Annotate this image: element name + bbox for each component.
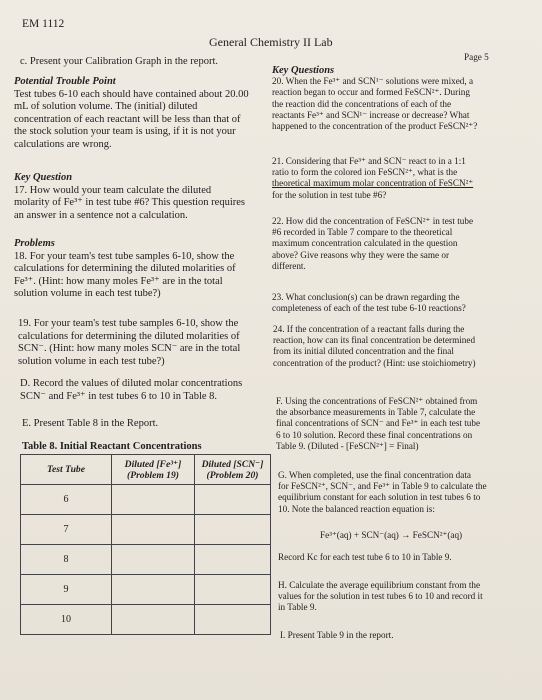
- test-tube-number: 6: [21, 485, 112, 515]
- item-i: I. Present Table 9 in the report.: [280, 630, 394, 640]
- header-diluted-scn-line2: (Problem 20): [206, 469, 259, 481]
- question-19-block: [18, 318, 280, 368]
- question-22-block: [272, 216, 532, 272]
- question-20-line: happened to the concentration of the product FeSCN²⁺?: [272, 121, 478, 132]
- item-e: E. Present Table 8 in the Report.: [22, 418, 159, 429]
- question-22-line: #6 recorded in Table 7 compare to the theoretical: [272, 227, 453, 238]
- item-f-line: F. Using the concentrations of FeSCN²⁺ obtained from: [276, 396, 478, 406]
- fe-cell[interactable]: [112, 575, 195, 605]
- question-17-line: 17. How would your team calculate the diluted: [14, 184, 212, 196]
- item-f-line: the absorbance measurements in Table 7, calculate the: [276, 407, 476, 418]
- table-row: [21, 575, 271, 605]
- test-tube-number: 10: [21, 605, 112, 635]
- question-17-line: molarity of Fe³⁺ in test tube #6? This question requires: [14, 197, 245, 208]
- scn-cell[interactable]: [195, 545, 271, 575]
- text-line: mL of solution volume. The (initial) diluted: [14, 101, 198, 112]
- question-19-line: 19. For your team's test tube samples 6-10, show the: [18, 318, 239, 329]
- fe-cell[interactable]: [112, 605, 195, 635]
- question-19-line: SCN⁻. (Hint: how many moles SCN⁻ are in the total: [18, 343, 241, 354]
- question-24-line: reaction, how can its final concentration be determined: [273, 335, 476, 346]
- question-22-line: above? Give reasons why they were the same or: [272, 249, 450, 260]
- key-questions-heading: Key Questions: [272, 65, 335, 76]
- question-21-line: theoretical maximum molar concentration of FeSCN²⁺: [272, 178, 474, 189]
- fe-cell[interactable]: [112, 545, 195, 575]
- question-23-block: [272, 292, 532, 314]
- item-h-line: H. Calculate the average equilibrium constant from the: [278, 580, 481, 590]
- table-row: [21, 605, 271, 635]
- table-row: [21, 485, 271, 515]
- table-8-caption: Table 8. Initial Reactant Concentrations: [22, 441, 202, 452]
- question-20-line: reactants Fe³⁺ and SCN¹⁻ increase or decrease? What: [272, 109, 470, 120]
- question-24-line: 24. If the concentration of a reactant falls during the: [273, 324, 465, 334]
- header-diluted-fe-line1: Diluted [Fe³⁺]: [124, 458, 182, 470]
- item-g-line: 10. Note the balanced reaction equation is:: [278, 503, 435, 514]
- key-question-block: [14, 172, 276, 222]
- question-22-line: 22. How did the concentration of FeSCN²⁺ in test tube: [272, 216, 474, 226]
- header-diluted-scn-line1: Diluted [SCN⁻]: [201, 458, 264, 470]
- page-header-title: General Chemistry II Lab: [209, 35, 333, 49]
- balanced-equation: Fe³⁺(aq) + SCN⁻(aq) → FeSCN²⁺(aq): [320, 530, 463, 540]
- header-diluted-scn: [195, 455, 271, 485]
- question-17-line: an answer in a sentence not a calculation.: [14, 209, 188, 221]
- text-line: concentration of each reactant will be less than that of: [14, 113, 241, 125]
- question-18-line: solution volume in each test tube?): [14, 288, 161, 299]
- item-h-line: in Table 9.: [278, 602, 317, 613]
- scn-cell[interactable]: [195, 485, 271, 515]
- item-d-line: SCN⁻ and Fe³⁺ in test tubes 6 to 10 in Table 8.: [20, 390, 218, 402]
- question-22-line: different.: [272, 260, 306, 271]
- item-g-line: for FeSCN²⁺, SCN⁻, and Fe³⁺ in Table 9 to calculate the: [278, 481, 487, 492]
- problems-block: [14, 238, 276, 301]
- item-g-line: G. When completed, use the final concentration data: [278, 470, 471, 480]
- fe-cell[interactable]: [112, 485, 195, 515]
- text-line: Test tubes 6-10 each should have contained about 20.00: [14, 88, 249, 100]
- question-21-line: ratio to form the colored ion FeSCN²⁺, what is the: [272, 167, 458, 178]
- item-c: c. Present your Calibration Graph in the report.: [20, 56, 218, 67]
- item-d-block: [20, 378, 282, 403]
- question-21-block: [272, 156, 532, 201]
- question-19-line: calculations for determining the diluted molarities of: [18, 330, 240, 342]
- scn-cell[interactable]: [195, 575, 271, 605]
- question-18-line: calculations for determining the diluted molarities of: [14, 263, 236, 274]
- question-20-line: 20. When the Fe³⁺ and SCN¹⁻ solutions were mixed, a: [272, 76, 474, 87]
- scn-cell[interactable]: [195, 605, 271, 635]
- question-22-line: maximum concentration calculated in the question: [272, 238, 458, 249]
- question-20-line: reaction began to occur and formed FeSCN²⁺. During: [272, 87, 470, 98]
- question-21-line: 21. Considering that Fe³⁺ and SCN⁻ react to in a 1:1: [272, 156, 466, 166]
- test-tube-number: 9: [21, 575, 112, 605]
- item-d-line: D. Record the values of diluted molar concentrations: [20, 378, 243, 389]
- key-questions-block: [272, 65, 532, 132]
- question-19-line: solution volume in each test tube?): [18, 355, 165, 367]
- question-23-line: completeness of each of the test tube 6-10 reactions?: [272, 303, 466, 314]
- record-kc: Record Kc for each test tube 6 to 10 in Table 9.: [278, 552, 452, 562]
- item-f-line: final concentrations of SCN⁻ and Fe³⁺ in each test tube: [276, 418, 481, 429]
- problems-heading: Problems: [14, 238, 55, 249]
- trouble-point-heading: Potential Trouble Point: [14, 76, 116, 87]
- header-test-tube: Test Tube: [21, 455, 112, 485]
- table-row: [21, 545, 271, 575]
- course-code: EM 1112: [22, 18, 65, 30]
- test-tube-number: 7: [21, 515, 112, 545]
- table-8: [20, 454, 271, 635]
- item-h-block: [278, 580, 536, 614]
- question-23-line: 23. What conclusion(s) can be drawn regarding the: [272, 292, 460, 302]
- item-h-line: values for the solution in test tubes 6 to 10 and record it: [278, 591, 483, 602]
- table-header-row: [21, 455, 271, 485]
- fe-cell[interactable]: [112, 515, 195, 545]
- item-f-line: Table 9. (Diluted - [FeSCN²⁺] = Final): [276, 440, 419, 451]
- item-f-block: [276, 396, 534, 452]
- item-g-line: equilibrium constant for each solution in test tubes 6 to: [278, 492, 481, 503]
- question-18-line: 18. For your team's test tube samples 6-10, show the: [14, 250, 235, 262]
- page-number: Page 5: [464, 52, 489, 62]
- question-24-line: from its initial diluted concentration and the final: [273, 346, 454, 357]
- header-diluted-fe: [112, 455, 195, 485]
- text-line: calculations are wrong.: [14, 138, 112, 150]
- key-question-heading: Key Question: [14, 172, 73, 183]
- question-20-line: the reaction did the concentrations of each of the: [272, 98, 452, 109]
- question-24-line: concentration of the product? (Hint: use stoichiometry): [273, 357, 476, 368]
- item-f-line: 6 to 10 solution. Record these final concentrations on: [276, 429, 473, 440]
- text-line: the stock solution your team is using, if it is not your: [14, 126, 236, 137]
- trouble-point-block: [14, 76, 276, 151]
- scn-cell[interactable]: [195, 515, 271, 545]
- question-18-line: Fe³⁺. (Hint: how many moles Fe³⁺ are in the total: [14, 275, 223, 287]
- table-row: [21, 515, 271, 545]
- header-diluted-fe-line2: (Problem 19): [127, 469, 179, 481]
- question-21-line: for the solution in test tube #6?: [272, 189, 387, 200]
- test-tube-number: 8: [21, 545, 112, 575]
- question-24-block: [273, 324, 533, 369]
- item-g-block: [278, 470, 536, 515]
